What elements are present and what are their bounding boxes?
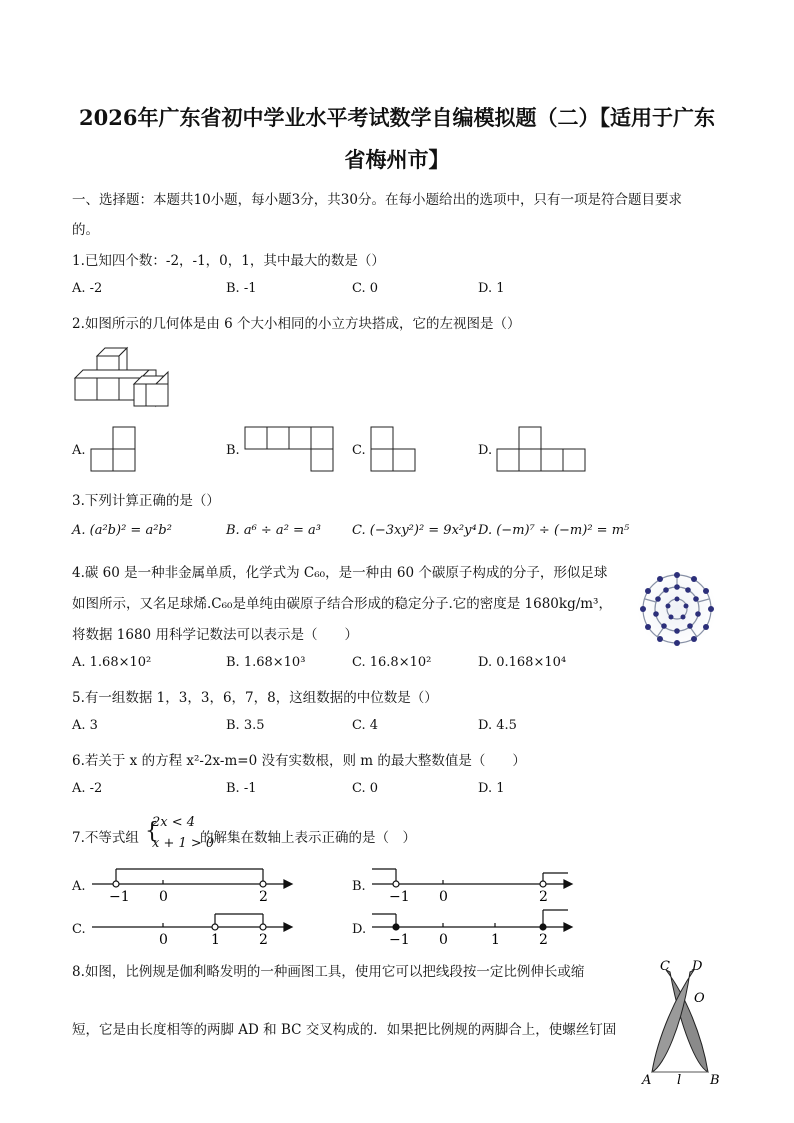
q7-c-tick-1: 1 xyxy=(211,932,220,948)
q4-line1: 4.碳 60 是一种非金属单质，化学式为 C₆₀，是一种由 60 个碳原子构成的分子，形似足球 xyxy=(72,565,608,581)
q7-d-tick-2: 2 xyxy=(539,932,548,948)
q7-option-a-letter: A. xyxy=(72,879,86,894)
q4-line3: 将数据 1680 用科学记数法可以表示是（ ） xyxy=(72,627,358,643)
q7-d-tick-neg1: −1 xyxy=(389,932,410,948)
q7-option-b-numberline xyxy=(368,863,574,905)
q2-option-b-view xyxy=(244,426,338,474)
q2-option-d-view xyxy=(496,426,592,474)
q3-stem: 3.下列计算正确的是（） xyxy=(72,493,220,509)
q2-cube-figure xyxy=(72,346,182,410)
q4-option-d: D. 0.168×10⁴ xyxy=(478,655,567,670)
q5-option-d: D. 4.5 xyxy=(478,718,517,733)
q7-option-c-letter: C. xyxy=(72,922,86,937)
page-title-line2: 省梅州市】 xyxy=(344,147,450,172)
q4-line2: 如图所示，又名足球烯.C₆₀是单纯由碳原子结合形成的稳定分子.它的密度是 1680kg/m³， xyxy=(72,596,612,612)
q7-option-d-numberline xyxy=(368,906,574,948)
q8-label-b: B xyxy=(710,1073,720,1088)
q7-prefix: 7.不等式组 xyxy=(72,830,139,846)
q8-proportional-compass-figure xyxy=(636,956,726,1090)
q7-option-b-letter: B. xyxy=(352,879,366,894)
q7-a-tick-2: 2 xyxy=(259,889,268,905)
q7-d-tick-0: 0 xyxy=(439,932,448,948)
q7-b-tick-2: 2 xyxy=(539,889,548,905)
q7-brace: { xyxy=(145,819,159,844)
q7-option-a-numberline xyxy=(88,863,294,905)
q3-option-c: C. (−3xy²)² = 9x²y⁴ xyxy=(352,523,477,538)
q2-option-a-view xyxy=(90,426,138,474)
q7-c-tick-2: 2 xyxy=(259,932,268,948)
q6-option-d: D. 1 xyxy=(478,781,505,796)
q6-option-c: C. 0 xyxy=(352,781,379,796)
q8-label-c: C xyxy=(660,959,670,974)
q8-label-l: l xyxy=(677,1073,682,1088)
q7-inequality-2: x + 1 > 0 xyxy=(152,836,215,851)
q8-label-d: D xyxy=(692,959,703,974)
q6-stem: 6.若关于 x 的方程 x²-2x-m=0 没有实数根，则 m 的最大整数值是（ ） xyxy=(72,753,526,769)
q3-option-d: D. (−m)⁷ ÷ (−m)² = m⁵ xyxy=(478,523,630,538)
q2-option-d-letter: D. xyxy=(478,443,493,458)
q4-option-a: A. 1.68×10² xyxy=(72,655,152,670)
q1-stem: 1.已知四个数：-2，-1，0，1，其中最大的数是（） xyxy=(72,253,385,269)
q2-option-c-view xyxy=(370,426,418,474)
q2-option-c-letter: C. xyxy=(352,443,366,458)
q4-option-c: C. 16.8×10² xyxy=(352,655,432,670)
q6-option-b: B. -1 xyxy=(226,781,257,796)
q7-b-tick-neg1: −1 xyxy=(389,889,410,905)
q5-option-b: B. 3.5 xyxy=(226,718,265,733)
q1-option-c: C. 0 xyxy=(352,281,379,296)
q6-option-a: A. -2 xyxy=(72,781,103,796)
page-title-line1: 2026年广东省初中学业水平考试数学自编模拟题（二）【适用于广东 xyxy=(79,105,715,130)
q7-c-tick-0: 0 xyxy=(159,932,168,948)
section-heading-cont: 的。 xyxy=(72,222,99,238)
q2-option-a-letter: A. xyxy=(72,443,86,458)
q3-option-a: A. (a²b)² = a²b² xyxy=(72,523,172,538)
q8-line1: 8.如图，比例规是伽利略发明的一种画图工具，使用它可以把线段按一定比例伸长或缩 xyxy=(72,964,585,980)
q7-a-tick-neg1: −1 xyxy=(109,889,130,905)
q8-line2: 短，它是由长度相等的两脚 AD 和 BC 交叉构成的．如果把比例规的两脚合上，使螺丝钉固 xyxy=(72,1022,617,1038)
q8-label-a: A xyxy=(642,1073,652,1088)
q1-option-a: A. -2 xyxy=(72,281,103,296)
q1-option-b: B. -1 xyxy=(226,281,257,296)
q7-a-tick-0: 0 xyxy=(159,889,168,905)
q5-option-a: A. 3 xyxy=(72,718,98,733)
q4-option-b: B. 1.68×10³ xyxy=(226,655,306,670)
q7-inequality-1: 2x < 4 xyxy=(152,815,196,830)
q7-option-c-numberline xyxy=(88,906,294,948)
q7-d-tick-1: 1 xyxy=(491,932,500,948)
q2-option-b-letter: B. xyxy=(226,443,240,458)
fullerene-molecule-image xyxy=(634,566,720,652)
q8-label-o: O xyxy=(694,991,705,1006)
q2-stem: 2.如图所示的几何体是由 6 个大小相同的小立方块搭成，它的左视图是（） xyxy=(72,316,521,332)
q7-suffix: 的解集在数轴上表示正确的是（ ） xyxy=(200,830,416,846)
q5-option-c: C. 4 xyxy=(352,718,379,733)
q1-option-d: D. 1 xyxy=(478,281,505,296)
section-heading: 一、选择题：本题共10小题，每小题3分，共30分。在每小题给出的选项中，只有一项是符合题目要求 xyxy=(72,192,682,208)
q5-stem: 5.有一组数据 1，3，3，6，7，8，这组数据的中位数是（） xyxy=(72,690,438,706)
q3-option-b: B. a⁶ ÷ a² = a³ xyxy=(226,523,322,538)
q7-option-d-letter: D. xyxy=(352,922,367,937)
q7-b-tick-0: 0 xyxy=(439,889,448,905)
